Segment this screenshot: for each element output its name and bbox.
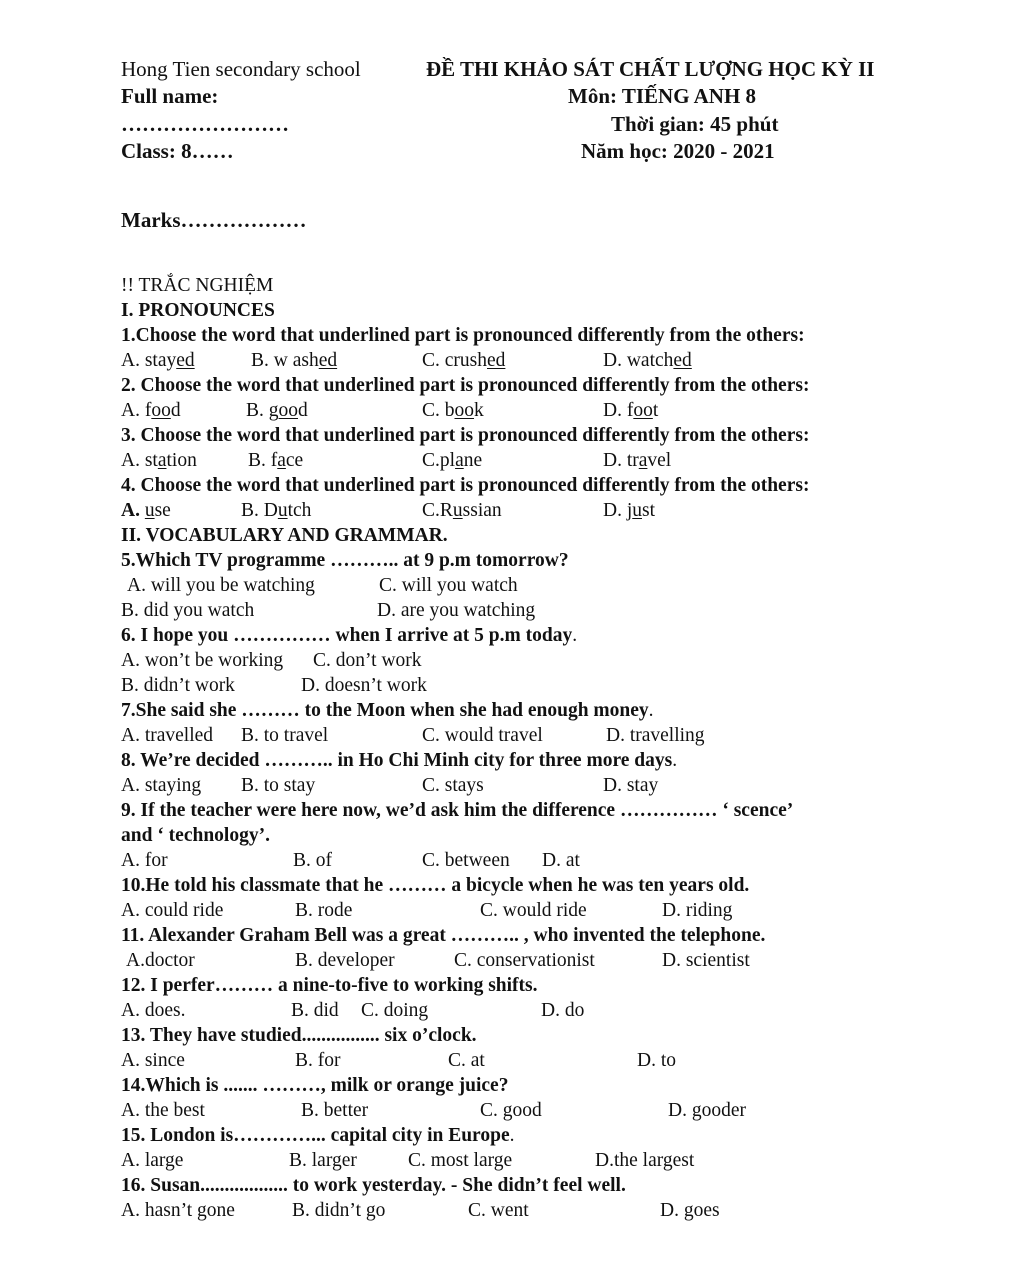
option-d: D.the largest	[595, 1150, 695, 1171]
option-d: D. watched	[603, 350, 692, 371]
full-name-label: Full name:	[121, 84, 219, 108]
option-b: B. rode	[295, 900, 353, 921]
option-a: A. staying	[121, 775, 202, 796]
option-b: B. for	[295, 1050, 341, 1071]
option-a: A. food	[121, 400, 181, 421]
question-11: 11. Alexander Graham Bell was a great ……….. , who invented the telephone.	[121, 925, 766, 946]
question-15: 15. London is…………... capital city in Europe.	[121, 1125, 515, 1146]
option-d: D. riding	[662, 900, 733, 921]
option-a: A. hasn’t gone	[121, 1200, 235, 1221]
option-a: A. use	[121, 500, 171, 521]
question-5: 5.Which TV programme ……….. at 9 p.m tomorrow?	[121, 550, 569, 571]
question-3: 3. Choose the word that underlined part is pronounced differently from the others:	[121, 425, 810, 446]
option-d: D. doesn’t work	[301, 675, 427, 696]
option-b: B. better	[301, 1100, 369, 1121]
school-name: Hong Tien secondary school	[121, 57, 361, 81]
question-13: 13. They have studied................ six o’clock.	[121, 1025, 477, 1046]
option-d: D. travel	[603, 450, 672, 471]
option-b: B. larger	[289, 1150, 357, 1171]
option-a: A. large	[121, 1150, 184, 1171]
option-b: B. did	[291, 1000, 339, 1021]
option-c: C. good	[480, 1100, 542, 1121]
question-1: 1.Choose the word that underlined part is pronounced differently from the others:	[121, 325, 805, 346]
section-vocabulary-grammar: II. VOCABULARY AND GRAMMAR.	[121, 525, 448, 546]
option-a: A. could ride	[121, 900, 224, 921]
option-c: C. most large	[408, 1150, 513, 1171]
option-a: A. the best	[121, 1100, 205, 1121]
option-a: A. for	[121, 850, 168, 871]
exam-time: Thời gian: 45 phút	[611, 112, 779, 136]
option-c: C. at	[448, 1050, 485, 1071]
option-d: D. goes	[660, 1200, 720, 1221]
option-b: B. to travel	[241, 725, 329, 746]
class-label: Class: 8……	[121, 139, 234, 163]
exam-title: ĐỀ THI KHẢO SÁT CHẤT LƯỢNG HỌC KỲ II	[426, 57, 875, 81]
question-7: 7.She said she ……… to the Moon when she had enough money.	[121, 700, 654, 721]
option-c: C. crushed	[422, 350, 506, 371]
option-a: A. since	[121, 1050, 185, 1071]
option-c: C. stays	[422, 775, 484, 796]
option-d: D. gooder	[668, 1100, 746, 1121]
option-c: C.Russian	[422, 500, 502, 521]
option-d: D. at	[542, 850, 580, 871]
option-c: C.plane	[422, 450, 483, 471]
option-c: C. doing	[361, 1000, 429, 1021]
question-12: 12. I perfer……… a nine-to-five to working shifts.	[121, 975, 538, 996]
option-c: C. will you watch	[379, 575, 518, 596]
option-c: C. conservationist	[454, 950, 595, 971]
question-8: 8. We’re decided ……….. in Ho Chi Minh city for three more days.	[121, 750, 678, 771]
option-a: A. travelled	[121, 725, 214, 746]
option-d: D. just	[603, 500, 656, 521]
option-c: C. between	[422, 850, 510, 871]
option-d: D. are you watching	[377, 600, 536, 621]
option-a: A. stayed	[121, 350, 195, 371]
option-b: B. didn’t go	[292, 1200, 386, 1221]
option-b: B. developer	[295, 950, 395, 971]
option-a: A. station	[121, 450, 197, 471]
option-b: B. didn’t work	[121, 675, 235, 696]
name-dots: ……………………	[121, 112, 289, 136]
option-b: B. of	[293, 850, 332, 871]
question-9: 9. If the teacher were here now, we’d ask him the difference …………… ‘ scence’	[121, 800, 794, 821]
option-d: D. foot	[603, 400, 659, 421]
option-a: A. won’t be working	[121, 650, 284, 671]
marks-field	[121, 206, 984, 234]
question-16: 16. Susan.................. to work yesterday. - She didn’t feel well.	[121, 1175, 626, 1196]
option-a: A. will you be watching	[127, 575, 315, 596]
question-4: 4. Choose the word that underlined part is pronounced differently from the others:	[121, 475, 810, 496]
school-year: Năm học: 2020 - 2021	[581, 139, 775, 163]
option-c: C. would travel	[422, 725, 543, 746]
option-b: B. good	[246, 400, 308, 421]
marks-label: Marks………………	[121, 208, 307, 232]
option-a: A. does.	[121, 1000, 186, 1021]
option-c: C. book	[422, 400, 484, 421]
option-d: D. travelling	[606, 725, 705, 746]
option-d: D. do	[541, 1000, 585, 1021]
question-6: 6. I hope you …………… when I arrive at 5 p.m today.	[121, 625, 578, 646]
option-b: B. face	[248, 450, 304, 471]
subject: Môn: TIẾNG ANH 8	[568, 84, 757, 108]
option-b: B. w ashed	[251, 350, 338, 371]
question-10: 10.He told his classmate that he ……… a bicycle when he was ten years old.	[121, 875, 750, 896]
option-c: C. went	[468, 1200, 529, 1221]
option-d: D. stay	[603, 775, 659, 796]
question-2: 2. Choose the word that underlined part is pronounced differently from the others:	[121, 375, 810, 396]
question-9-continued: and ‘ technology’.	[121, 825, 270, 846]
section-trac-nghiem: !! TRẮC NGHIỆM	[121, 275, 274, 296]
option-c: C. don’t work	[313, 650, 422, 671]
option-c: C. would ride	[480, 900, 587, 921]
option-d: D. to	[637, 1050, 676, 1071]
option-b: B. Dutch	[241, 500, 312, 521]
section-pronounces: I. PRONOUNCES	[121, 300, 275, 321]
option-d: D. scientist	[662, 950, 750, 971]
question-14: 14.Which is ....... ………, milk or orange juice?	[121, 1075, 509, 1096]
option-a: A.doctor	[126, 950, 195, 971]
option-b: B. to stay	[241, 775, 316, 796]
option-b: B. did you watch	[121, 600, 255, 621]
